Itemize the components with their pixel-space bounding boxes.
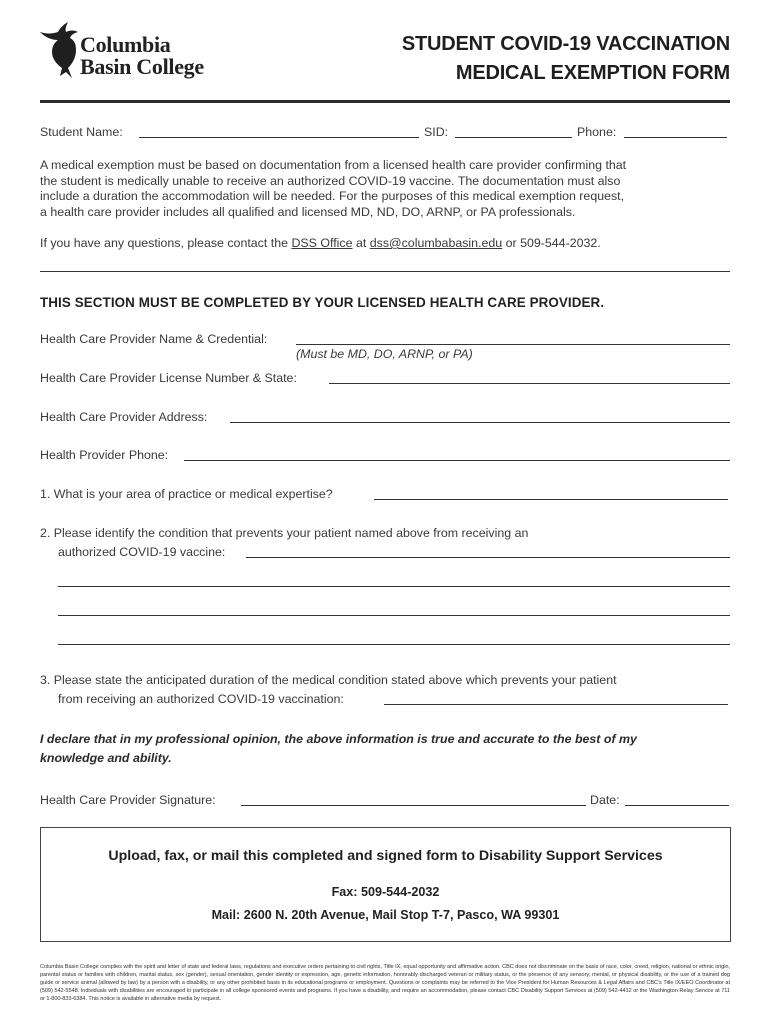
contact-line: [40, 236, 601, 252]
dss-office-link[interactable]: DSS Office: [291, 236, 353, 250]
provider-section-heading: THIS SECTION MUST BE COMPLETED BY YOUR LICENSED HEALTH CARE PROVIDER.: [40, 295, 605, 310]
student-name-label: Student Name:: [40, 125, 123, 139]
provider-phone-field[interactable]: [184, 460, 730, 461]
declaration-line-2: knowledge and ability.: [40, 751, 172, 765]
student-name-field[interactable]: [139, 137, 419, 138]
provider-license-label: Health Care Provider License Number & State:: [40, 371, 297, 385]
date-field[interactable]: [625, 805, 729, 806]
question-3-line-1: 3. Please state the anticipated duration of the medical condition stated above which prevents your patient: [40, 673, 617, 687]
provider-name-field[interactable]: [296, 344, 730, 345]
provider-address-field[interactable]: [230, 422, 730, 423]
provider-address-label: Health Care Provider Address:: [40, 410, 208, 424]
sid-field[interactable]: [455, 137, 572, 138]
nondiscrimination-notice: Columbia Basin College complies with the spirit and letter of state and federal laws, regulations and executive orders pertaining to civil rights, Title IX, equal opportunity and affirmative action. CBC does not discriminate on the basis of race, color, creed, religion, national or ethnic origin, parental status or families with children, marital status, sex (gender), sexual orientation, gender identity or expression, age, genetic information, honorably discharged veteran or military status, or the presence of any sensory, mental, or physical disability, or the use of a trained dog guide or service animal (allowed by law) by a person with a disability, or any other prohibited basis in its educational programs or employment. Questions or complaints may be referred to the Vice President for Human Resources & Legal Affairs and CBC's Title IX/EEO Coordinator at (509) 542-5548. Individuals with disabilities are encouraged to participate in all college sponsored events and programs. If you have a disability, and require an accommodation, please contact CBC Disability Support Services at (509) 542-4412 or the Washington Relay Service at 711 or 1-800-833-6384. This notice is available in alternative media by request.: [40, 964, 730, 1003]
question-2-field-4[interactable]: [58, 644, 730, 645]
college-logo: [38, 22, 238, 80]
contact-prefix: If you have any questions, please contact the: [40, 236, 288, 250]
intro-paragraph: [40, 158, 730, 220]
date-label: Date:: [590, 793, 620, 807]
logo-line-1: Columbia: [80, 32, 171, 57]
contact-at: at: [355, 236, 367, 250]
form-title: [290, 30, 730, 88]
question-3-line-2: from receiving an authorized COVID-19 vaccination:: [58, 692, 344, 706]
intro-line-4: a health care provider includes all qualified and licensed MD, ND, DO, ARNP, or PA professionals.: [40, 204, 576, 219]
header-divider: [40, 100, 730, 103]
signature-field[interactable]: [241, 805, 586, 806]
form-title-line-1: STUDENT COVID-19 VACCINATION: [401, 33, 730, 55]
provider-license-field[interactable]: [329, 383, 730, 384]
intro-line-1: A medical exemption must be based on documentation from a licensed health care provider confirming that: [40, 158, 627, 172]
submission-mail: Mail: 2600 N. 20th Avenue, Mail Stop T-7, Pasco, WA 99301: [211, 908, 560, 922]
declaration-line-1: I declare that in my professional opinion, the above information is true and accurate to the best of my: [40, 732, 637, 746]
question-1-label: 1. What is your area of practice or medical expertise?: [40, 487, 333, 501]
question-2-field-1[interactable]: [246, 557, 730, 558]
contact-suffix: or 509-544-2032.: [505, 236, 601, 250]
provider-name-label: Health Care Provider Name & Credential:: [40, 332, 268, 346]
submission-box: [40, 827, 731, 942]
sid-label: SID:: [424, 125, 449, 139]
question-1-field[interactable]: [374, 499, 728, 500]
question-2-field-3[interactable]: [58, 615, 730, 616]
submission-heading: Upload, fax, or mail this completed and signed form to Disability Support Services: [108, 848, 663, 864]
declaration: [40, 730, 637, 768]
provider-name-hint: (Must be MD, DO, ARNP, or PA): [296, 347, 473, 361]
phone-label: Phone:: [577, 125, 617, 139]
dss-email-link[interactable]: dss@columbabasin.edu: [369, 236, 503, 250]
question-3-field[interactable]: [384, 704, 728, 705]
question-2-field-2[interactable]: [58, 586, 730, 587]
section-divider: [40, 271, 730, 272]
bird-logo-icon: [38, 22, 86, 78]
question-2-line-2: authorized COVID-19 vaccine:: [58, 545, 226, 559]
intro-line-2: the student is medically unable to receive an authorized COVID-19 vaccine. The documentation must also: [40, 173, 621, 188]
logo-line-2: Basin College: [80, 54, 204, 79]
submission-fax: Fax: 509-544-2032: [331, 885, 440, 899]
signature-label: Health Care Provider Signature:: [40, 793, 216, 807]
provider-phone-label: Health Provider Phone:: [40, 448, 169, 462]
question-2-line-1: 2. Please identify the condition that prevents your patient named above from receiving an: [40, 526, 529, 540]
student-phone-field[interactable]: [624, 137, 727, 138]
form-title-line-2: MEDICAL EXEMPTION FORM: [455, 62, 730, 84]
intro-line-3: include a duration the accommodation will be needed. For the purposes of this medical exemption request,: [40, 189, 625, 204]
